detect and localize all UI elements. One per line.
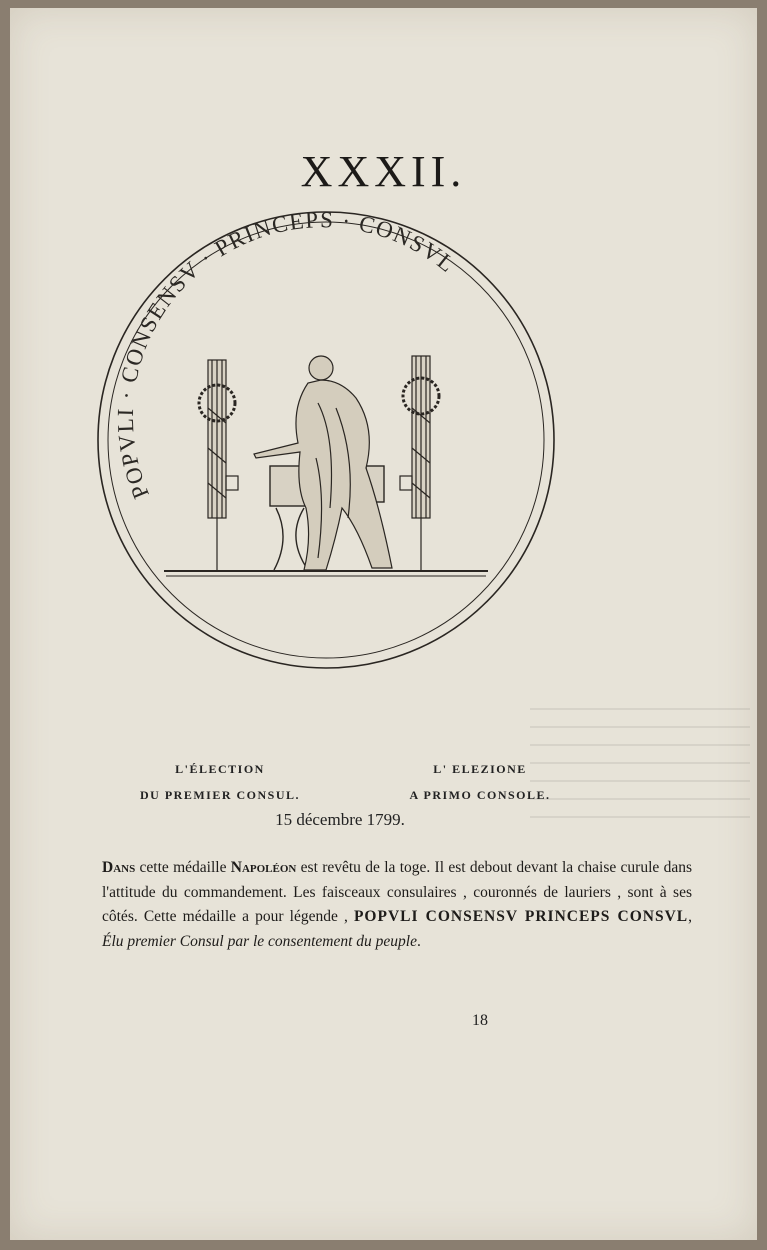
description-text-c: , xyxy=(688,908,692,925)
legend-caps: POPVLI CONSENSV PRINCEPS CONSVL xyxy=(353,908,689,925)
medal-engraving xyxy=(86,208,566,678)
title-italian-line2: A PRIMO CONSOLE. xyxy=(409,788,551,802)
description-text-end: . xyxy=(416,932,421,950)
description-paragraph xyxy=(102,856,692,954)
napoleon-name: Napoléon xyxy=(230,859,297,876)
drop-word: Dans xyxy=(102,859,136,876)
medal-legend: POPVLI · CONSENSV · PRINCEPS · CONSVL xyxy=(112,208,461,503)
title-french-line2: DU PREMIER CONSUL. xyxy=(139,788,300,802)
napoleon-figure xyxy=(254,356,392,570)
book-page xyxy=(10,8,757,1240)
title-french-line1: L'ÉLECTION xyxy=(175,762,265,776)
date-line: 15 décembre 1799. xyxy=(275,810,405,829)
fasces-left xyxy=(199,360,238,571)
description-text-b: est revêtu de la toge. Il est debout devant la chaise curule dans l'attitude du commandement. Les faisceaux consulaires , couronnés de lauriers , sont à ses côtés. Cette médaille a pour légende , xyxy=(102,859,692,925)
fasces-right xyxy=(400,356,439,571)
legend-translation: Élu premier Consul par le consentement du peuple xyxy=(102,932,417,950)
title-french xyxy=(115,756,325,808)
title-italian-line1: L' ELEZIONE xyxy=(433,762,527,776)
title-italian xyxy=(375,756,585,808)
description-text-a: cette médaille xyxy=(135,859,231,876)
page-folio: 18 xyxy=(472,1012,488,1029)
plate-number: XXXII. xyxy=(300,147,467,196)
